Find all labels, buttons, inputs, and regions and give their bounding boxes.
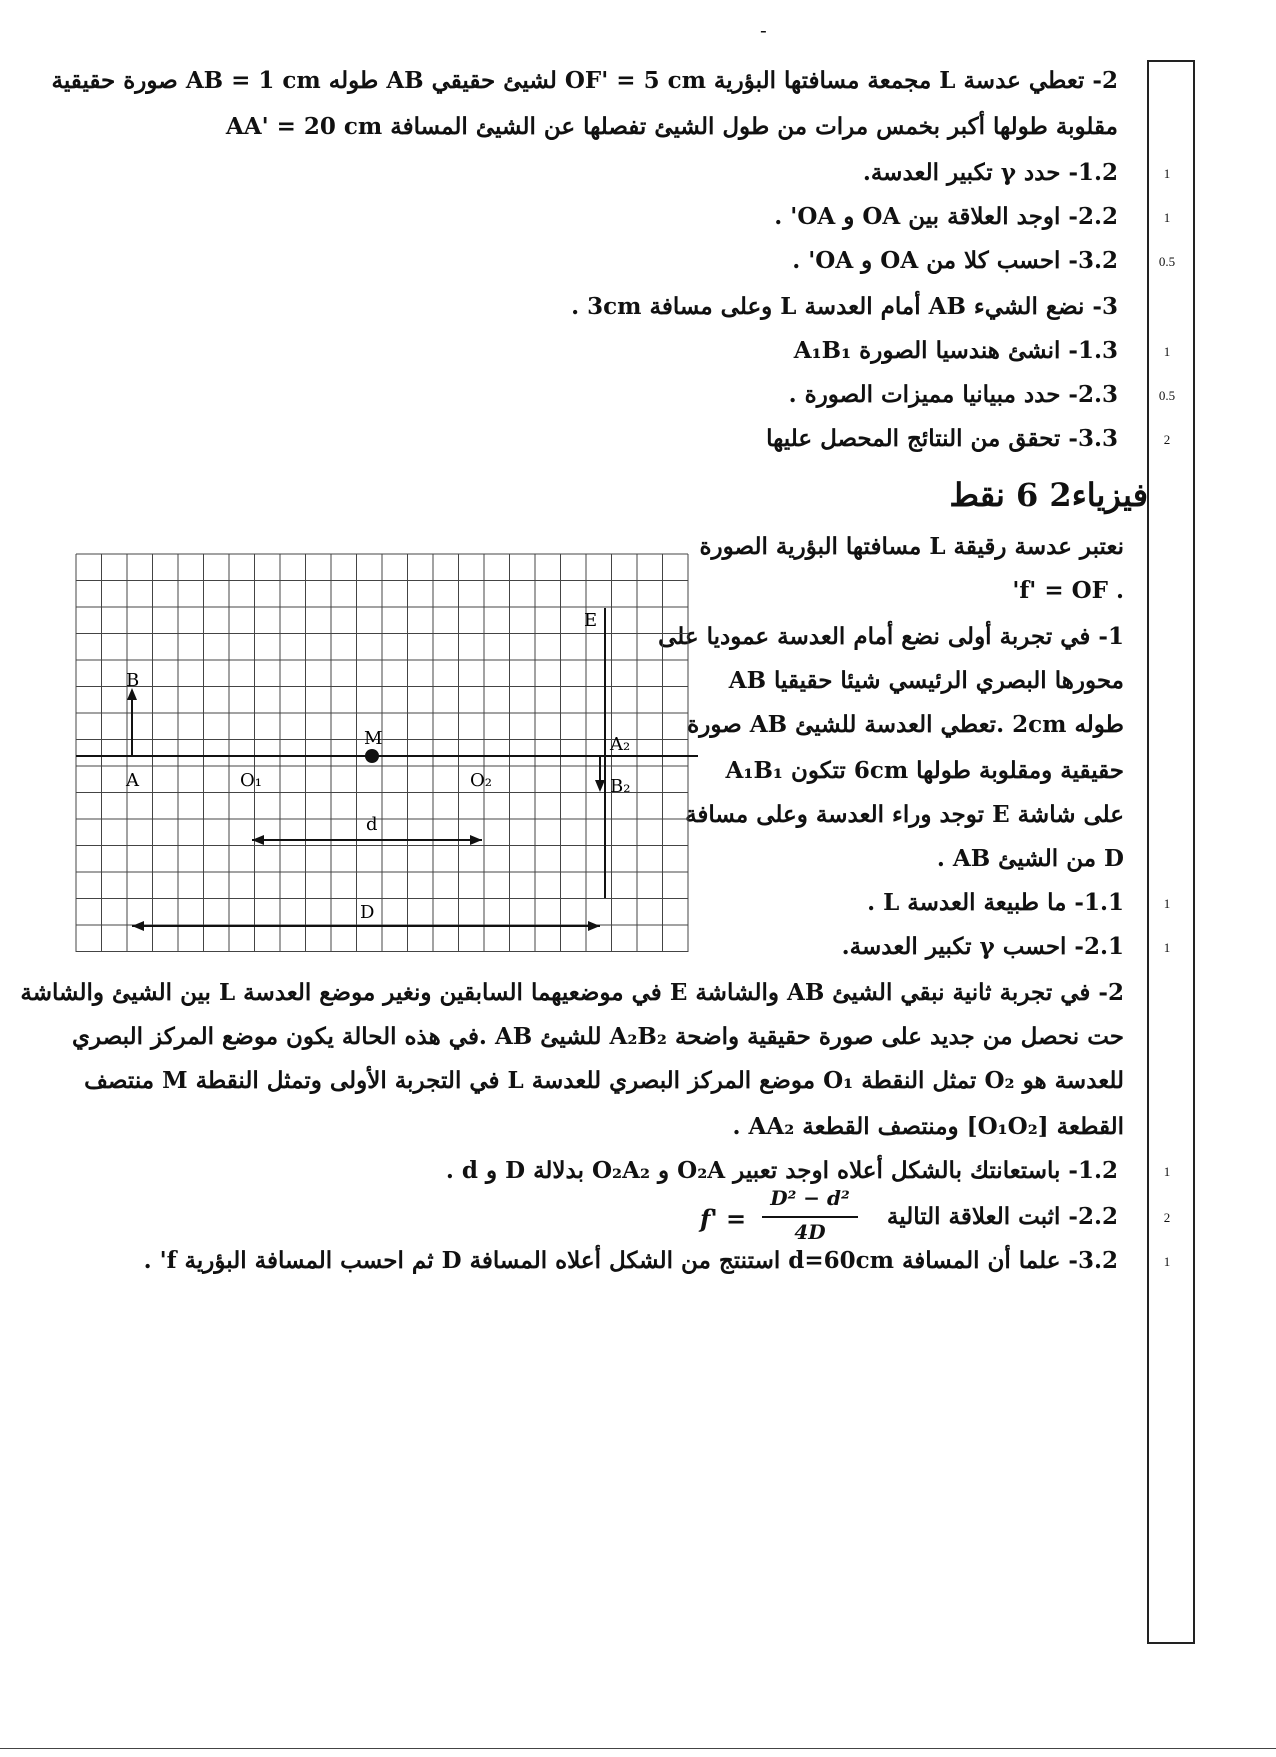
ex2-q2-line4: القطعة [O₁O₂] ومنتصف القطعة AA₂ . — [732, 1113, 1124, 1140]
formula-denominator: 4D — [794, 1220, 826, 1244]
ex1-q1-3: 1.3- انشئ هندسيا الصورة A₁B₁ — [793, 337, 1118, 364]
label-O2: O₂ — [470, 770, 492, 791]
formula-bar — [762, 1216, 858, 1218]
D-arrow-left — [132, 921, 144, 931]
ex2-p-line7: على شاشة E توجد وراء العدسة وعلى مسافة — [685, 801, 1124, 828]
formula — [700, 1186, 870, 1250]
score-ex1-q2-3: 0.5 — [1158, 388, 1176, 403]
ex2-p-line2: . f' = OF' — [1012, 577, 1124, 604]
ex2-p-line5: طوله 2cm .تعطي العدسة للشيئ AB صورة — [687, 711, 1124, 738]
ex2-q2-line2: حت نحصل من جديد على صورة حقيقية واضحة A₂B₂ للشيئ AB .في هذه الحالة يكون موضع المركز البصري — [72, 1023, 1124, 1050]
score-ex1-q3-2: 0.5 — [1158, 254, 1176, 269]
ex2-p-line6: حقيقية ومقلوبة طولها 6cm تتكون A₁B₁ — [725, 757, 1124, 784]
D-arrow-right — [588, 921, 600, 931]
ex1-q1-2: 1.2- حدد γ تكبير العدسة. — [862, 159, 1118, 186]
formula-lhs: f' = — [700, 1204, 747, 1233]
ex1-q3-3: 3.3- تحقق من النتائج المحصل عليها — [766, 425, 1118, 452]
ex2-p-line3: 1- في تجربة أولى نضع أمام العدسة عموديا على — [658, 623, 1124, 650]
score-column-frame — [1147, 60, 1195, 1644]
ex2-q2-line3: للعدسة هو O₂ تمثل النقطة O₁ موضع المركز البصري للعدسة L في التجربة الأولى وتمثل النقطة M منتصف — [84, 1067, 1124, 1094]
ex2-q3-2: 3.2- علما أن المسافة d=60cm استنتج من الشكل أعلاه المسافة D ثم احسب المسافة البؤرية f' . — [143, 1247, 1118, 1274]
label-M: M — [364, 728, 383, 749]
ex1-intro-line1: 2- تعطي عدسة L مجمعة مسافتها البؤرية OF' = 5 cm لشيئ حقيقي AB طوله AB = 1 cm صورة حقيقية — [51, 67, 1118, 94]
ex2-title: فيزياء2 6 نقط — [949, 476, 1148, 514]
label-A2: A₂ — [610, 734, 631, 755]
point-m-dot — [365, 749, 379, 763]
ex1-intro-line2: مقلوبة طولها أكبر بخمس مرات من طول الشيئ تفصلها عن الشيئ المسافة AA' = 20 cm — [225, 113, 1118, 140]
score-ex1-q2-2: 1 — [1163, 210, 1171, 225]
label-d: d — [366, 814, 378, 835]
ex2-q2-2: 2.2- اثبت العلاقة التالية — [886, 1203, 1118, 1230]
score-ex2-q2-1: 1 — [1163, 940, 1171, 955]
ex2-q1-2: 1.2- باستعانتك بالشكل أعلاه اوجد تعبير O₂A و O₂A₂ بدلالة D و d . — [445, 1157, 1118, 1184]
ex1-q3: 3- نضع الشيء AB أمام العدسة L وعلى مسافة 3cm . — [571, 293, 1118, 320]
formula-numerator: D² − d² — [770, 1186, 850, 1210]
ex2-q1-1: 1.1- ما طبيعة العدسة L . — [867, 889, 1124, 916]
d-arrow-right — [470, 835, 482, 845]
label-D: D — [360, 902, 375, 923]
top-mark: - — [760, 18, 767, 42]
ex2-q2-1: 2.1- احسب γ تكبير العدسة. — [841, 933, 1124, 960]
ex1-q2-3: 2.3- حدد مبيانيا مميزات الصورة . — [788, 381, 1118, 408]
label-B: B — [126, 670, 140, 691]
ex2-q2-line1: 2- في تجربة ثانية نبقي الشيئ AB والشاشة E في موضعيهما السابقين ونغير موضع العدسة L بين الشيئ والشاشة — [20, 979, 1124, 1006]
d-arrow-left — [252, 835, 264, 845]
ex1-q2-2: 2.2- اوجد العلاقة بين OA و OA' . — [774, 203, 1118, 230]
ex1-q3-2: 3.2- احسب كلا من OA و OA' . — [792, 247, 1118, 274]
label-A: A — [126, 770, 139, 791]
label-E: E — [584, 610, 598, 631]
score-ex1-q1-2: 1 — [1163, 166, 1171, 181]
ex2-p-line1: نعتبر عدسة رقيقة L مسافتها البؤرية الصورة — [699, 533, 1124, 560]
image-a2b2-arrowhead — [595, 780, 605, 792]
ex2-p-line8: D من الشيئ AB . — [936, 845, 1124, 872]
label-B2: B₂ — [610, 776, 631, 797]
optics-figure — [70, 548, 700, 958]
score-ex2-q1-2: 1 — [1163, 1164, 1171, 1179]
bottom-rule — [0, 1748, 1276, 1749]
score-ex2-q2-2: 2 — [1163, 1210, 1171, 1225]
score-ex1-q1-3: 1 — [1163, 344, 1171, 359]
ex2-p-line4: محورها البصري الرئيسي شيئا حقيقيا AB — [728, 667, 1124, 694]
score-ex1-q3-3: 2 — [1163, 432, 1171, 447]
score-ex2-q1-1: 1 — [1163, 896, 1171, 911]
score-ex2-q3-2: 1 — [1163, 1254, 1171, 1269]
label-O1: O₁ — [240, 770, 262, 791]
